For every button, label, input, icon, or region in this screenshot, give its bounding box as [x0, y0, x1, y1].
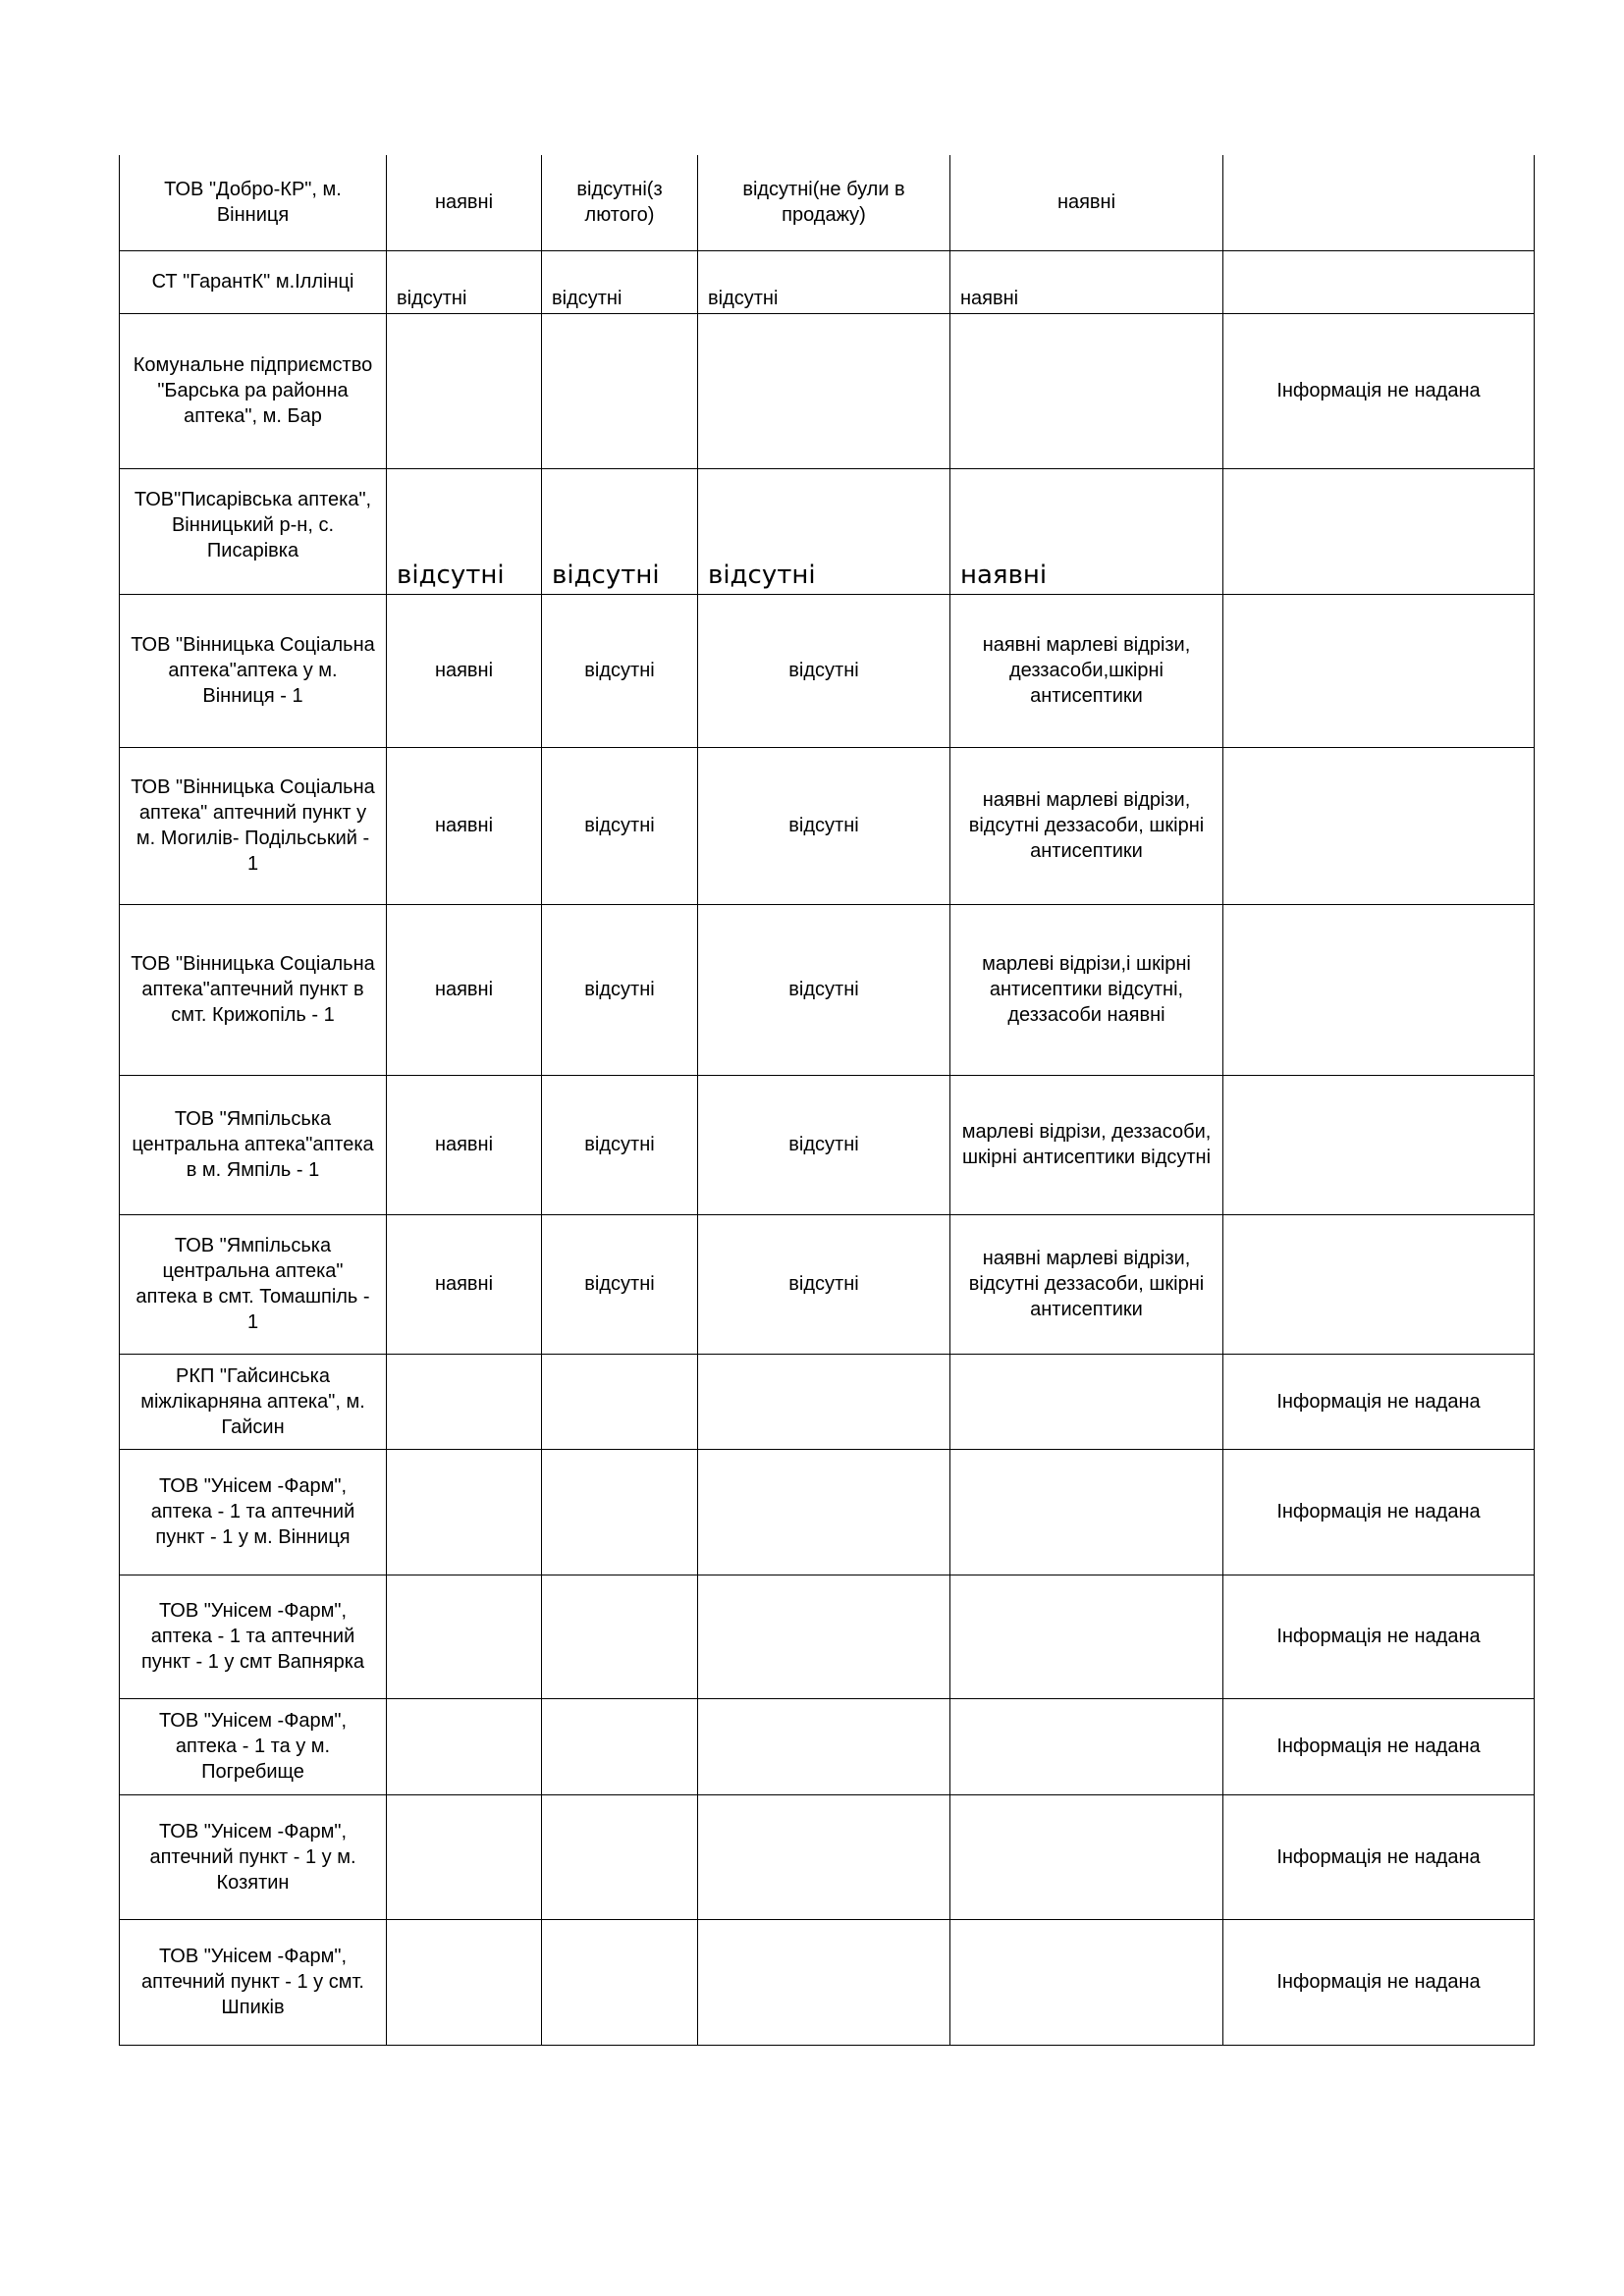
pharmacy-name-cell: ТОВ "Вінницька Соціальна аптека"аптека у м. Вінниця - 1: [120, 594, 387, 747]
col2-cell: відсутні: [542, 468, 698, 594]
pharmacy-name-cell: ТОВ "Вінницька Соціальна аптека" аптечний пункт у м. Могилів- Подільський - 1: [120, 747, 387, 904]
col3-cell: відсутні: [698, 1214, 950, 1354]
col2-cell: відсутні: [542, 904, 698, 1075]
table-row: [120, 250, 1535, 313]
col1-cell: відсутні: [387, 250, 542, 313]
table-row: [120, 1214, 1535, 1354]
col1-cell: наявні: [387, 904, 542, 1075]
col3-cell: відсутні: [698, 1075, 950, 1214]
col1-cell: відсутні: [387, 468, 542, 594]
col2-cell: відсутні(з лютого): [542, 155, 698, 250]
pharmacy-name-cell: ТОВ"Писарівська аптека", Вінницький р-н, с. Писарівка: [120, 468, 387, 594]
table-row: [120, 1794, 1535, 1919]
col3-cell: [698, 1698, 950, 1794]
pharmacy-name-cell: ТОВ "Ямпільська центральна аптека" аптека в смт. Томашпіль - 1: [120, 1214, 387, 1354]
note-cell: Інформація не надана: [1223, 1794, 1535, 1919]
col4-cell: марлеві відрізи, деззасоби, шкірні антисептики відсутні: [950, 1075, 1223, 1214]
col1-cell: [387, 1449, 542, 1575]
pharmacy-name-cell: СТ "ГарантК" м.Іллінці: [120, 250, 387, 313]
col2-cell: відсутні: [542, 747, 698, 904]
note-cell: [1223, 1075, 1535, 1214]
note-cell: Інформація не надана: [1223, 1698, 1535, 1794]
col3-cell: відсутні: [698, 250, 950, 313]
table-row: [120, 1919, 1535, 2045]
col2-cell: відсутні: [542, 1075, 698, 1214]
col4-cell: [950, 1794, 1223, 1919]
note-cell: [1223, 594, 1535, 747]
pharmacy-name-cell: Комунальне підприємство "Барська ра районна аптека", м. Бар: [120, 313, 387, 468]
col3-cell: [698, 1919, 950, 2045]
col3-cell: [698, 1575, 950, 1698]
note-cell: Інформація не надана: [1223, 1354, 1535, 1449]
col1-cell: наявні: [387, 1075, 542, 1214]
table-row: [120, 1698, 1535, 1794]
col4-cell: наявні: [950, 250, 1223, 313]
table-row: [120, 468, 1535, 594]
col3-cell: відсутні: [698, 747, 950, 904]
col1-cell: наявні: [387, 747, 542, 904]
col4-cell: наявні марлеві відрізи, відсутні деззасоби, шкірні антисептики: [950, 1214, 1223, 1354]
col3-cell: відсутні: [698, 904, 950, 1075]
note-cell: [1223, 904, 1535, 1075]
pharmacy-name-cell: ТОВ "Унісем -Фарм", аптека - 1 та аптечний пункт - 1 у смт Вапнярка: [120, 1575, 387, 1698]
col2-cell: [542, 1919, 698, 2045]
col1-cell: [387, 1575, 542, 1698]
note-cell: Інформація не надана: [1223, 1575, 1535, 1698]
note-cell: [1223, 1214, 1535, 1354]
table-row: [120, 594, 1535, 747]
note-cell: [1223, 155, 1535, 250]
pharmacy-name-cell: ТОВ "Унісем -Фарм", аптека - 1 та у м. Погребище: [120, 1698, 387, 1794]
note-cell: Інформація не надана: [1223, 1449, 1535, 1575]
pharmacy-name-cell: ТОВ "Вінницька Соціальна аптека"аптечний пункт в смт. Крижопіль - 1: [120, 904, 387, 1075]
col1-cell: [387, 1698, 542, 1794]
col4-cell: [950, 1354, 1223, 1449]
col3-cell: [698, 313, 950, 468]
col1-cell: [387, 1919, 542, 2045]
pharmacy-name-cell: ТОВ "Унісем -Фарм", аптечний пункт - 1 у м. Козятин: [120, 1794, 387, 1919]
col2-cell: відсутні: [542, 1214, 698, 1354]
col4-cell: наявні: [950, 468, 1223, 594]
col3-cell: [698, 1354, 950, 1449]
note-cell: Інформація не надана: [1223, 1919, 1535, 2045]
col4-cell: наявні марлеві відрізи, деззасоби,шкірні антисептики: [950, 594, 1223, 747]
pharmacy-name-cell: ТОВ "Ямпільська центральна аптека"аптека в м. Ямпіль - 1: [120, 1075, 387, 1214]
col4-cell: [950, 1575, 1223, 1698]
col3-cell: відсутні: [698, 594, 950, 747]
col2-cell: [542, 1575, 698, 1698]
col1-cell: наявні: [387, 155, 542, 250]
col3-cell: відсутні(не були в продажу): [698, 155, 950, 250]
col3-cell: [698, 1449, 950, 1575]
pharmacy-table: [119, 155, 1535, 2046]
table-row: [120, 904, 1535, 1075]
col1-cell: [387, 313, 542, 468]
table-row: [120, 1449, 1535, 1575]
col4-cell: наявні марлеві відрізи, відсутні деззасоби, шкірні антисептики: [950, 747, 1223, 904]
col1-cell: [387, 1354, 542, 1449]
col4-cell: [950, 1919, 1223, 2045]
table-row: [120, 155, 1535, 250]
col2-cell: відсутні: [542, 250, 698, 313]
note-cell: [1223, 747, 1535, 904]
note-cell: [1223, 250, 1535, 313]
table-row: [120, 1354, 1535, 1449]
col2-cell: [542, 313, 698, 468]
col2-cell: [542, 1794, 698, 1919]
col4-cell: [950, 1449, 1223, 1575]
table-body: [120, 155, 1535, 2045]
col2-cell: [542, 1449, 698, 1575]
col4-cell: марлеві відрізи,і шкірні антисептики відсутні, деззасоби наявні: [950, 904, 1223, 1075]
pharmacy-name-cell: ТОВ "Унісем -Фарм", аптека - 1 та аптечний пункт - 1 у м. Вінниця: [120, 1449, 387, 1575]
table-row: [120, 313, 1535, 468]
col2-cell: [542, 1698, 698, 1794]
note-cell: [1223, 468, 1535, 594]
col1-cell: наявні: [387, 594, 542, 747]
col2-cell: [542, 1354, 698, 1449]
col4-cell: наявні: [950, 155, 1223, 250]
pharmacy-name-cell: ТОВ "Добро-КР", м. Вінниця: [120, 155, 387, 250]
col1-cell: [387, 1794, 542, 1919]
note-cell: Інформація не надана: [1223, 313, 1535, 468]
table-row: [120, 747, 1535, 904]
table-row: [120, 1575, 1535, 1698]
pharmacy-name-cell: РКП "Гайсинська міжлікарняна аптека", м. Гайсин: [120, 1354, 387, 1449]
col2-cell: відсутні: [542, 594, 698, 747]
col1-cell: наявні: [387, 1214, 542, 1354]
col4-cell: [950, 313, 1223, 468]
col3-cell: [698, 1794, 950, 1919]
col4-cell: [950, 1698, 1223, 1794]
table-row: [120, 1075, 1535, 1214]
pharmacy-name-cell: ТОВ "Унісем -Фарм", аптечний пункт - 1 у смт. Шпиків: [120, 1919, 387, 2045]
col3-cell: відсутні: [698, 468, 950, 594]
